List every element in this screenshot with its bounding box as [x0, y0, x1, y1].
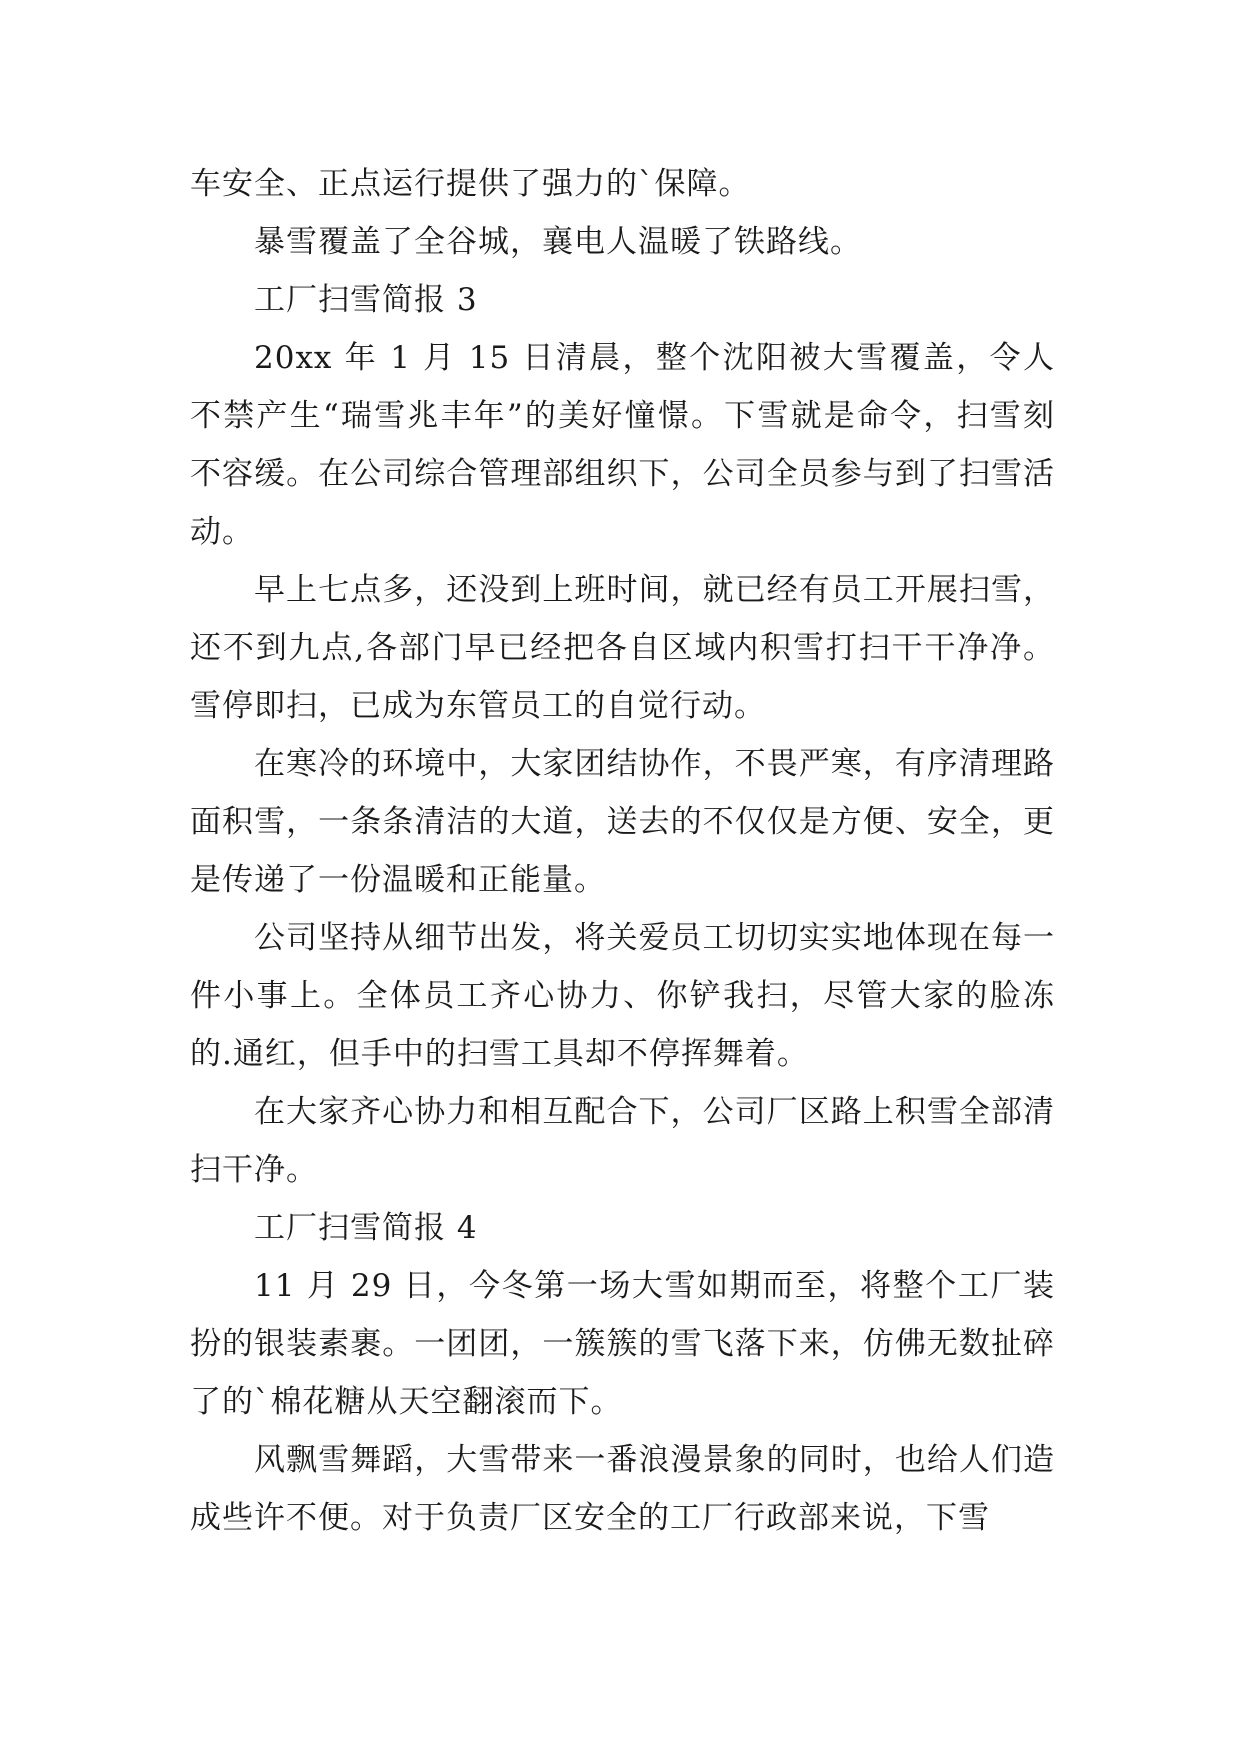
paragraph: 早上七点多，还没到上班时间，就已经有员工开展扫雪，还不到九点,各部门早已经把各自区域内积雪打扫干干净净。雪停即扫，已成为东管员工的自觉行动。	[190, 572, 1055, 724]
section-heading-4: 工厂扫雪简报 4	[254, 1210, 478, 1246]
paragraph: 11 月 29 日，今冬第一场大雪如期而至，将整个工厂装扮的银装素裹。一团团，一簇簇的雪飞落下来，仿佛无数扯碎了的`棉花糖从天空翻滚而下。	[190, 1268, 1055, 1420]
paragraph: 风飘雪舞蹈，大雪带来一番浪漫景象的同时，也给人们造成些许不便。对于负责厂区安全的工厂行政部来说，下雪	[190, 1442, 1055, 1536]
document-body	[190, 155, 1055, 1547]
paragraph: 公司坚持从细节出发，将关爱员工切切实实地体现在每一件小事上。全体员工齐心协力、你铲我扫，尽管大家的脸冻的.通红，但手中的扫雪工具却不停挥舞着。	[190, 920, 1055, 1072]
paragraph: 20xx 年 1 月 15 日清晨，整个沈阳被大雪覆盖，令人不禁产生“瑞雪兆丰年”的美好憧憬。下雪就是命令，扫雪刻不容缓。在公司综合管理部组织下，公司全员参与到了扫雪活动。	[190, 340, 1055, 550]
paragraph: 在大家齐心协力和相互配合下，公司厂区路上积雪全部清扫干净。	[190, 1094, 1055, 1188]
paragraph: 在寒冷的环境中，大家团结协作，不畏严寒，有序清理路面积雪，一条条清洁的大道，送去的不仅仅是方便、安全，更是传递了一份温暖和正能量。	[190, 746, 1055, 898]
paragraph: 暴雪覆盖了全谷城，襄电人温暖了铁路线。	[254, 224, 862, 260]
paragraph-continued: 车安全、正点运行提供了强力的`保障。	[190, 166, 751, 202]
section-heading-3: 工厂扫雪简报 3	[254, 282, 478, 318]
